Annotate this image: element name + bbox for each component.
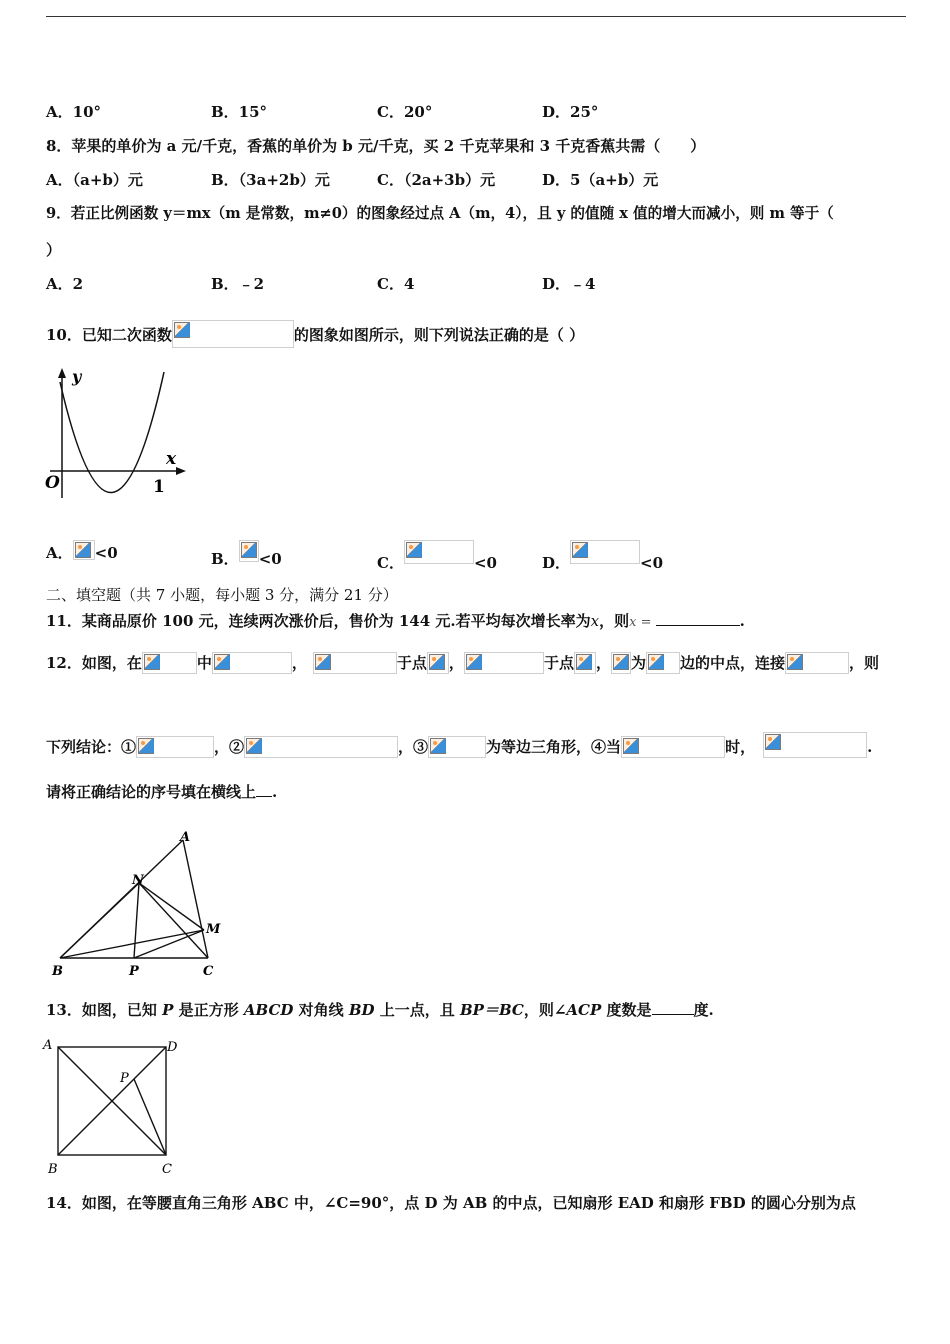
q12-l2-b: ，② [214, 738, 245, 756]
x-axis-arrow-icon [176, 467, 186, 475]
broken-image-icon [241, 542, 257, 558]
q13-f: 度数是 [601, 1001, 652, 1019]
q11-text: 11．某商品原价 100 元，连续两次涨价后，售价为 144 元.若平均每次增长率为 [46, 612, 591, 630]
q12-img-9 [785, 652, 849, 674]
q7-option-a: A．10° [46, 103, 102, 121]
q13-p: P [162, 1001, 174, 1019]
label-a: A [43, 1038, 53, 1053]
origin-label: O [45, 473, 60, 493]
label-p: P [120, 1071, 129, 1086]
q12-l2-d: 为等边三角形，④当 [486, 738, 622, 756]
q11-stem [46, 611, 745, 633]
q12-l1-g: ， [595, 654, 611, 672]
broken-image-icon [144, 654, 160, 670]
broken-image-icon [75, 542, 91, 558]
q13-bd: BD [348, 1001, 375, 1019]
q12-l1-b: 中 [196, 654, 212, 672]
broken-image-icon [572, 542, 588, 558]
q12-l2-f: . [867, 738, 873, 756]
label-m: M [206, 922, 221, 937]
q10-option-d-letter: D． [542, 554, 571, 572]
q13-a: 13．如图，已知 [46, 1001, 163, 1019]
q12-l3-end: . [272, 783, 278, 801]
q13-answer-blank[interactable] [652, 1000, 694, 1015]
q14-stem: 14．如图，在等腰直角三角形 ABC 中，∠C=90°，点 D 为 AB 的中点，已知扇形 EAD 和扇形 FBD 的圆心分别为点 [46, 1194, 856, 1212]
q12-l2-a: 下列结论：① [46, 738, 137, 756]
q10-option-a-image [73, 540, 95, 560]
q12-figure-lines [60, 840, 208, 958]
broken-image-icon [138, 738, 154, 754]
broken-image-icon [406, 542, 422, 558]
q13-acp: ACP [566, 1001, 602, 1019]
q10-option-c-letter: C． [377, 554, 404, 572]
q7-option-b: B．15° [211, 103, 268, 121]
q10-stem [46, 320, 584, 348]
broken-image-icon [315, 654, 331, 670]
q13-square-figure [40, 1035, 190, 1180]
q10-option-b-image [239, 540, 259, 562]
q12-img-4 [427, 652, 449, 674]
q13-stem [46, 1000, 714, 1020]
q11-answer-blank[interactable] [656, 611, 740, 626]
q12-img-10 [136, 736, 214, 758]
label-c: C [203, 964, 214, 979]
q12-l2-e: 时， [725, 738, 756, 756]
q9-stem-line2: ） [46, 241, 62, 259]
q10-option-d [542, 540, 663, 573]
q12-l1-f: 于点 [543, 654, 574, 672]
q12-img-6 [574, 652, 596, 674]
label-n: N [132, 873, 144, 888]
q10-option-d-suffix: <0 [640, 554, 664, 572]
q12-line1 [46, 652, 879, 674]
q10-formula-image [172, 320, 294, 348]
q12-l1-d: 于点 [396, 654, 427, 672]
q9-option-d: D．﹣4 [542, 275, 596, 293]
q11-var-x: x [590, 612, 600, 630]
q10-stem-prefix: 10．已知二次函数 [46, 326, 172, 344]
q9-stem-line1: 9．若正比例函数 y＝mx（m 是常数，m≠0）的图象经过点 A（m，4），且 y 的值随 x 值的增大而减小，则 m 等于（ [46, 205, 834, 222]
label-d: D [167, 1040, 178, 1055]
q12-triangle-figure [48, 828, 228, 983]
q10-option-c-image [404, 540, 474, 564]
broken-image-icon [648, 654, 664, 670]
q12-img-5 [464, 652, 544, 674]
q10-option-c [377, 540, 497, 573]
label-p: P [129, 964, 139, 979]
q10-stem-suffix: 的图象如图所示，则下列说法正确的是（ ） [293, 326, 585, 344]
q12-answer-blank[interactable] [256, 782, 272, 797]
label-b: B [48, 1162, 58, 1177]
q10-option-b-suffix: <0 [258, 550, 282, 568]
q12-l1-e: ， [448, 654, 464, 672]
broken-image-icon [429, 654, 445, 670]
q12-l1-h: 为 [630, 654, 646, 672]
q10-option-b [211, 540, 282, 569]
q7-option-d: D．25° [542, 103, 599, 121]
q13-figure-lines [58, 1047, 166, 1155]
x-axis-label: x [166, 449, 177, 469]
q8-stem: 8．苹果的单价为 a 元/千克，香蕉的单价为 b 元/千克，买 2 千克苹果和 3 千克香蕉共需（ ） [46, 137, 706, 155]
section2-title: 二、填空题（共 7 小题，每小题 3 分，满分 21 分） [46, 586, 398, 604]
q13-c: 对角线 [293, 1001, 349, 1019]
q12-l1-i: 边的中点，连接 [679, 654, 785, 672]
q12-img-8 [646, 652, 680, 674]
q8-option-d: D．5（a+b）元 [542, 171, 659, 189]
q12-img-3 [313, 652, 397, 674]
q8-option-c: C．（2a+3b）元 [377, 171, 496, 189]
q13-bpbc: BP＝BC [459, 1001, 524, 1019]
q13-d: 上一点，且 [374, 1001, 460, 1019]
q10-option-a [46, 540, 118, 563]
broken-image-icon [613, 654, 629, 670]
broken-image-icon [466, 654, 482, 670]
label-c: C [162, 1162, 172, 1177]
broken-image-icon [765, 734, 781, 750]
q9-option-b: B．﹣2 [211, 275, 265, 293]
q12-l1-a: 12．如图，在 [46, 654, 142, 672]
q12-img-12 [428, 736, 486, 758]
q12-img-2 [212, 652, 292, 674]
q7-option-c: C．20° [377, 103, 433, 121]
q11-equation: x = [629, 615, 656, 630]
q10-parabola-graph [40, 362, 190, 502]
q9-option-a: A．2 [46, 275, 84, 293]
q10-option-d-image [570, 540, 640, 564]
q12-img-14 [763, 732, 867, 758]
q10-option-a-letter: A． [46, 544, 73, 562]
q10-option-a-suffix: <0 [94, 544, 118, 562]
broken-image-icon [430, 738, 446, 754]
q12-l1-c: ， [291, 654, 307, 672]
broken-image-icon [576, 654, 592, 670]
q12-line2 [46, 732, 872, 758]
broken-image-icon [787, 654, 803, 670]
header-rule [46, 16, 906, 17]
label-b: B [52, 964, 63, 979]
y-axis-label: y [72, 367, 82, 386]
broken-image-icon [214, 654, 230, 670]
tick-one-label: 1 [153, 477, 165, 497]
y-axis-arrow-icon [58, 368, 66, 378]
q12-l2-c: ，③ [398, 738, 429, 756]
q13-g: 度. [693, 1001, 714, 1019]
q12-line3 [46, 782, 277, 802]
q10-option-c-suffix: <0 [473, 554, 497, 572]
q10-option-b-letter: B． [211, 550, 239, 568]
q9-option-c: C．4 [377, 275, 415, 293]
q12-img-7 [611, 652, 631, 674]
q8-option-a: A．（a+b）元 [46, 171, 143, 189]
broken-image-icon [623, 738, 639, 754]
broken-image-icon [174, 322, 190, 338]
q8-option-b: B．（3a+2b）元 [211, 171, 330, 189]
q13-b: 是正方形 [173, 1001, 244, 1019]
q12-img-11 [244, 736, 398, 758]
q13-e: ，则∠ [523, 1001, 567, 1019]
label-a: A [180, 830, 191, 845]
q12-img-13 [621, 736, 725, 758]
q12-l3-text: 请将正确结论的序号填在横线上 [46, 783, 257, 801]
parabola-curve [60, 372, 164, 493]
q13-abcd: ABCD [243, 1001, 294, 1019]
q12-l1-j: ，则 [849, 654, 880, 672]
q11-then: ，则 [599, 612, 630, 630]
q12-img-1 [142, 652, 197, 674]
q11-end: . [739, 612, 745, 630]
broken-image-icon [246, 738, 262, 754]
